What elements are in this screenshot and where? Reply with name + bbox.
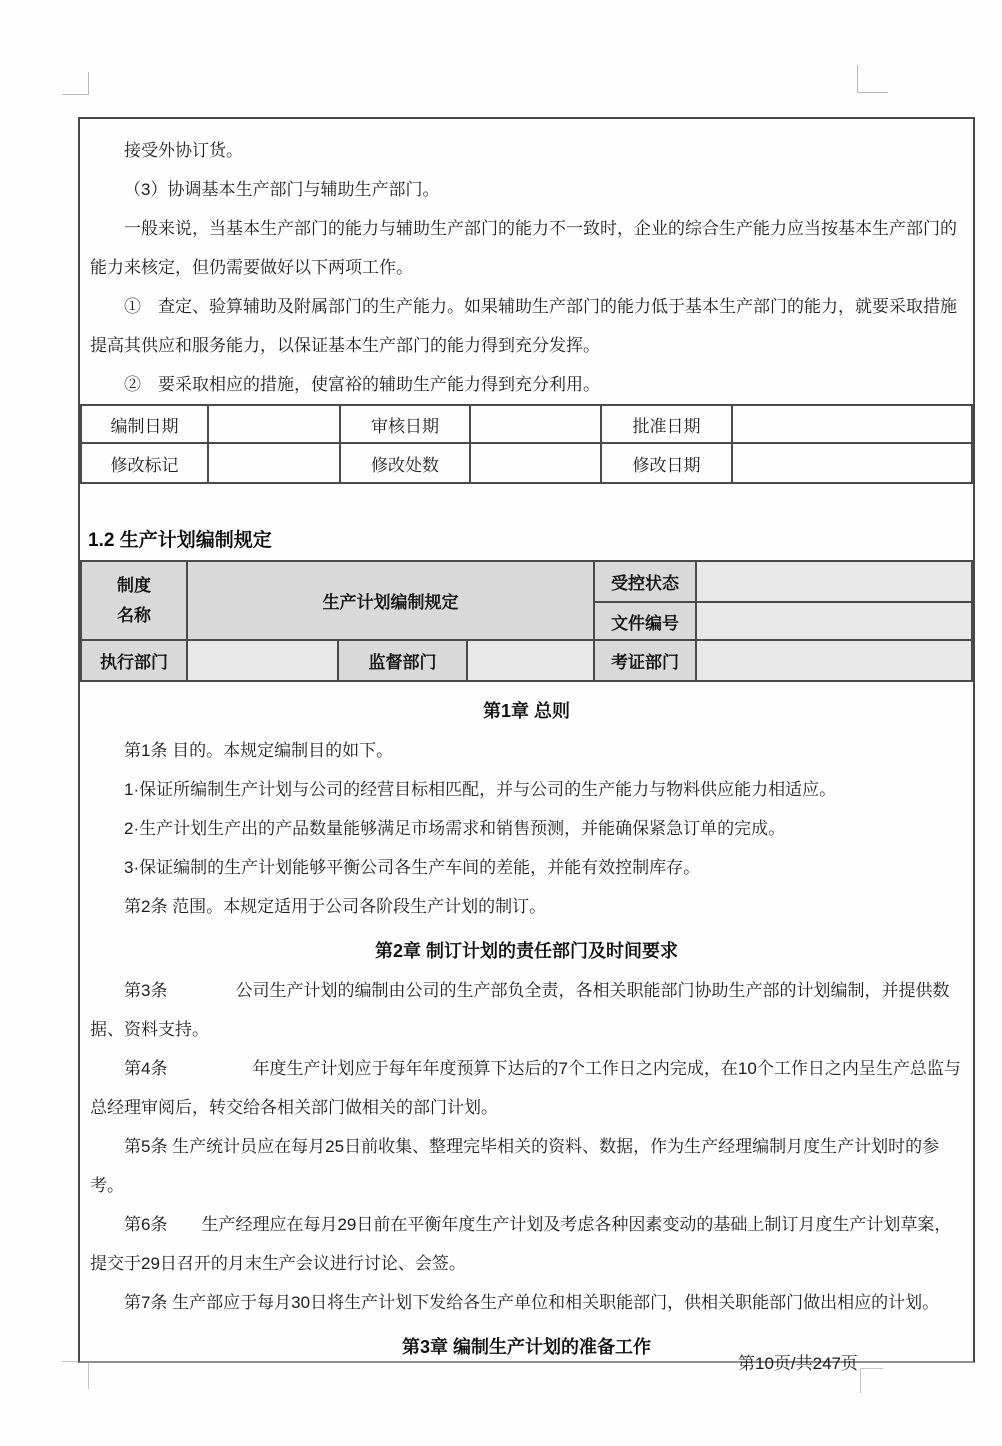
section-heading: 1.2 生产计划编制规定 xyxy=(88,530,272,551)
clause-3: 第3条 公司生产计划的编制由公司的生产部负全责，各相关职能部门协助生产部的计划编制，并提供数据、资料支持。 xyxy=(90,981,950,1039)
clause-5: 第5条 生产统计员应在每月25日前收集、整理完毕相关的资料、数据，作为生产经理编制月度生产计划时的参考。 xyxy=(90,1137,940,1195)
intro-paragraph-2: （3）协调基本生产部门与辅助生产部门。 xyxy=(124,180,440,199)
chapter-1-title: 第1章 总则 xyxy=(482,701,570,721)
page-border-box xyxy=(78,117,975,1363)
table-row xyxy=(81,640,972,681)
intro-paragraph-3: 一般来说，当基本生产部门的能力与辅助生产部门的能力不一致时，企业的综合生产能力应当按基本生产部门的能力来核定，但仍需要做好以下两项工作。 xyxy=(90,219,957,277)
exec-dept-value xyxy=(187,640,338,681)
compile-date-label: 编制日期 xyxy=(81,405,208,443)
approve-date-label: 批准日期 xyxy=(601,405,732,443)
crop-mark-top-left xyxy=(62,72,89,95)
crop-mark-bottom-right xyxy=(860,1368,883,1393)
revision-info-table xyxy=(80,404,973,484)
revision-date-value xyxy=(732,443,972,483)
clause-4: 第4条 年度生产计划应于每年年度预算下达后的7个工作日之内完成，在10个工作日之内呈生产总监与总经理审阅后，转交给各相关部门做相关的部门计划。 xyxy=(90,1059,961,1117)
revision-count-value xyxy=(470,443,601,483)
table-row xyxy=(81,561,972,602)
supervise-dept-label: 监督部门 xyxy=(338,640,467,681)
approve-date-value xyxy=(732,405,972,443)
clause-1-item-1: 1·保证所编制生产计划与公司的经营目标相匹配，并与公司的生产能力与物料供应能力相适应。 xyxy=(124,780,837,799)
compile-date-value xyxy=(208,405,340,443)
clause-1-item-2: 2·生产计划生产出的产品数量能够满足市场需求和销售预测，并能确保紧急订单的完成。 xyxy=(124,819,786,838)
controlled-status-label: 受控状态 xyxy=(594,561,696,602)
doc-number-value xyxy=(696,602,972,640)
table-row xyxy=(81,443,972,483)
verify-dept-label: 考证部门 xyxy=(594,640,696,681)
chapter-2-title: 第2章 制订计划的责任部门及时间要求 xyxy=(374,941,678,961)
table-row xyxy=(81,405,972,443)
regulation-header-table xyxy=(80,560,973,682)
doc-number-label: 文件编号 xyxy=(594,602,696,640)
revision-mark-value xyxy=(208,443,340,483)
system-name-line1: 制度 xyxy=(117,575,151,595)
revision-mark-label: 修改标记 xyxy=(81,443,208,483)
system-name-label xyxy=(81,561,187,640)
clause-1-item-3: 3·保证编制的生产计划能够平衡公司各生产车间的差能，并能有效控制库存。 xyxy=(124,858,701,877)
supervise-dept-value xyxy=(467,640,594,681)
regulation-title-cell: 生产计划编制规定 xyxy=(187,561,594,640)
clause-2: 第2条 范围。本规定适用于公司各阶段生产计划的制订。 xyxy=(124,897,547,916)
crop-mark-top-right xyxy=(857,65,888,93)
page-number: 第10页/共247页 xyxy=(738,1354,858,1373)
intro-paragraph-5: ② 要采取相应的措施，使富裕的辅助生产能力得到充分利用。 xyxy=(124,375,600,394)
crop-mark-bottom-left xyxy=(62,1361,89,1389)
intro-paragraph-1: 接受外协订货。 xyxy=(124,141,243,160)
exec-dept-label: 执行部门 xyxy=(81,640,187,681)
chapter-3-title: 第3章 编制生产计划的准备工作 xyxy=(401,1337,651,1357)
clause-1: 第1条 目的。本规定编制目的如下。 xyxy=(124,741,394,760)
review-date-label: 审核日期 xyxy=(340,405,470,443)
intro-paragraph-4: ① 查定、验算辅助及附属部门的生产能力。如果辅助生产部门的能力低于基本生产部门的能力，就要采取措施提高其供应和服务能力，以保证基本生产部门的能力得到充分发挥。 xyxy=(90,297,957,355)
clause-6: 第6条 生产经理应在每月29日前在平衡年度生产计划及考虑各种因素变动的基础上制订月度生产计划草案，提交于29日召开的月末生产会议进行讨论、会签。 xyxy=(90,1215,952,1273)
review-date-value xyxy=(470,405,601,443)
revision-count-label: 修改处数 xyxy=(340,443,470,483)
revision-date-label: 修改日期 xyxy=(601,443,732,483)
controlled-status-value xyxy=(696,561,972,602)
clause-7: 第7条 生产部应于每月30日将生产计划下发给各生产单位和相关职能部门，供相关职能部门做出相应的计划。 xyxy=(124,1293,940,1312)
verify-dept-value xyxy=(696,640,972,681)
system-name-line2: 名称 xyxy=(117,605,151,625)
